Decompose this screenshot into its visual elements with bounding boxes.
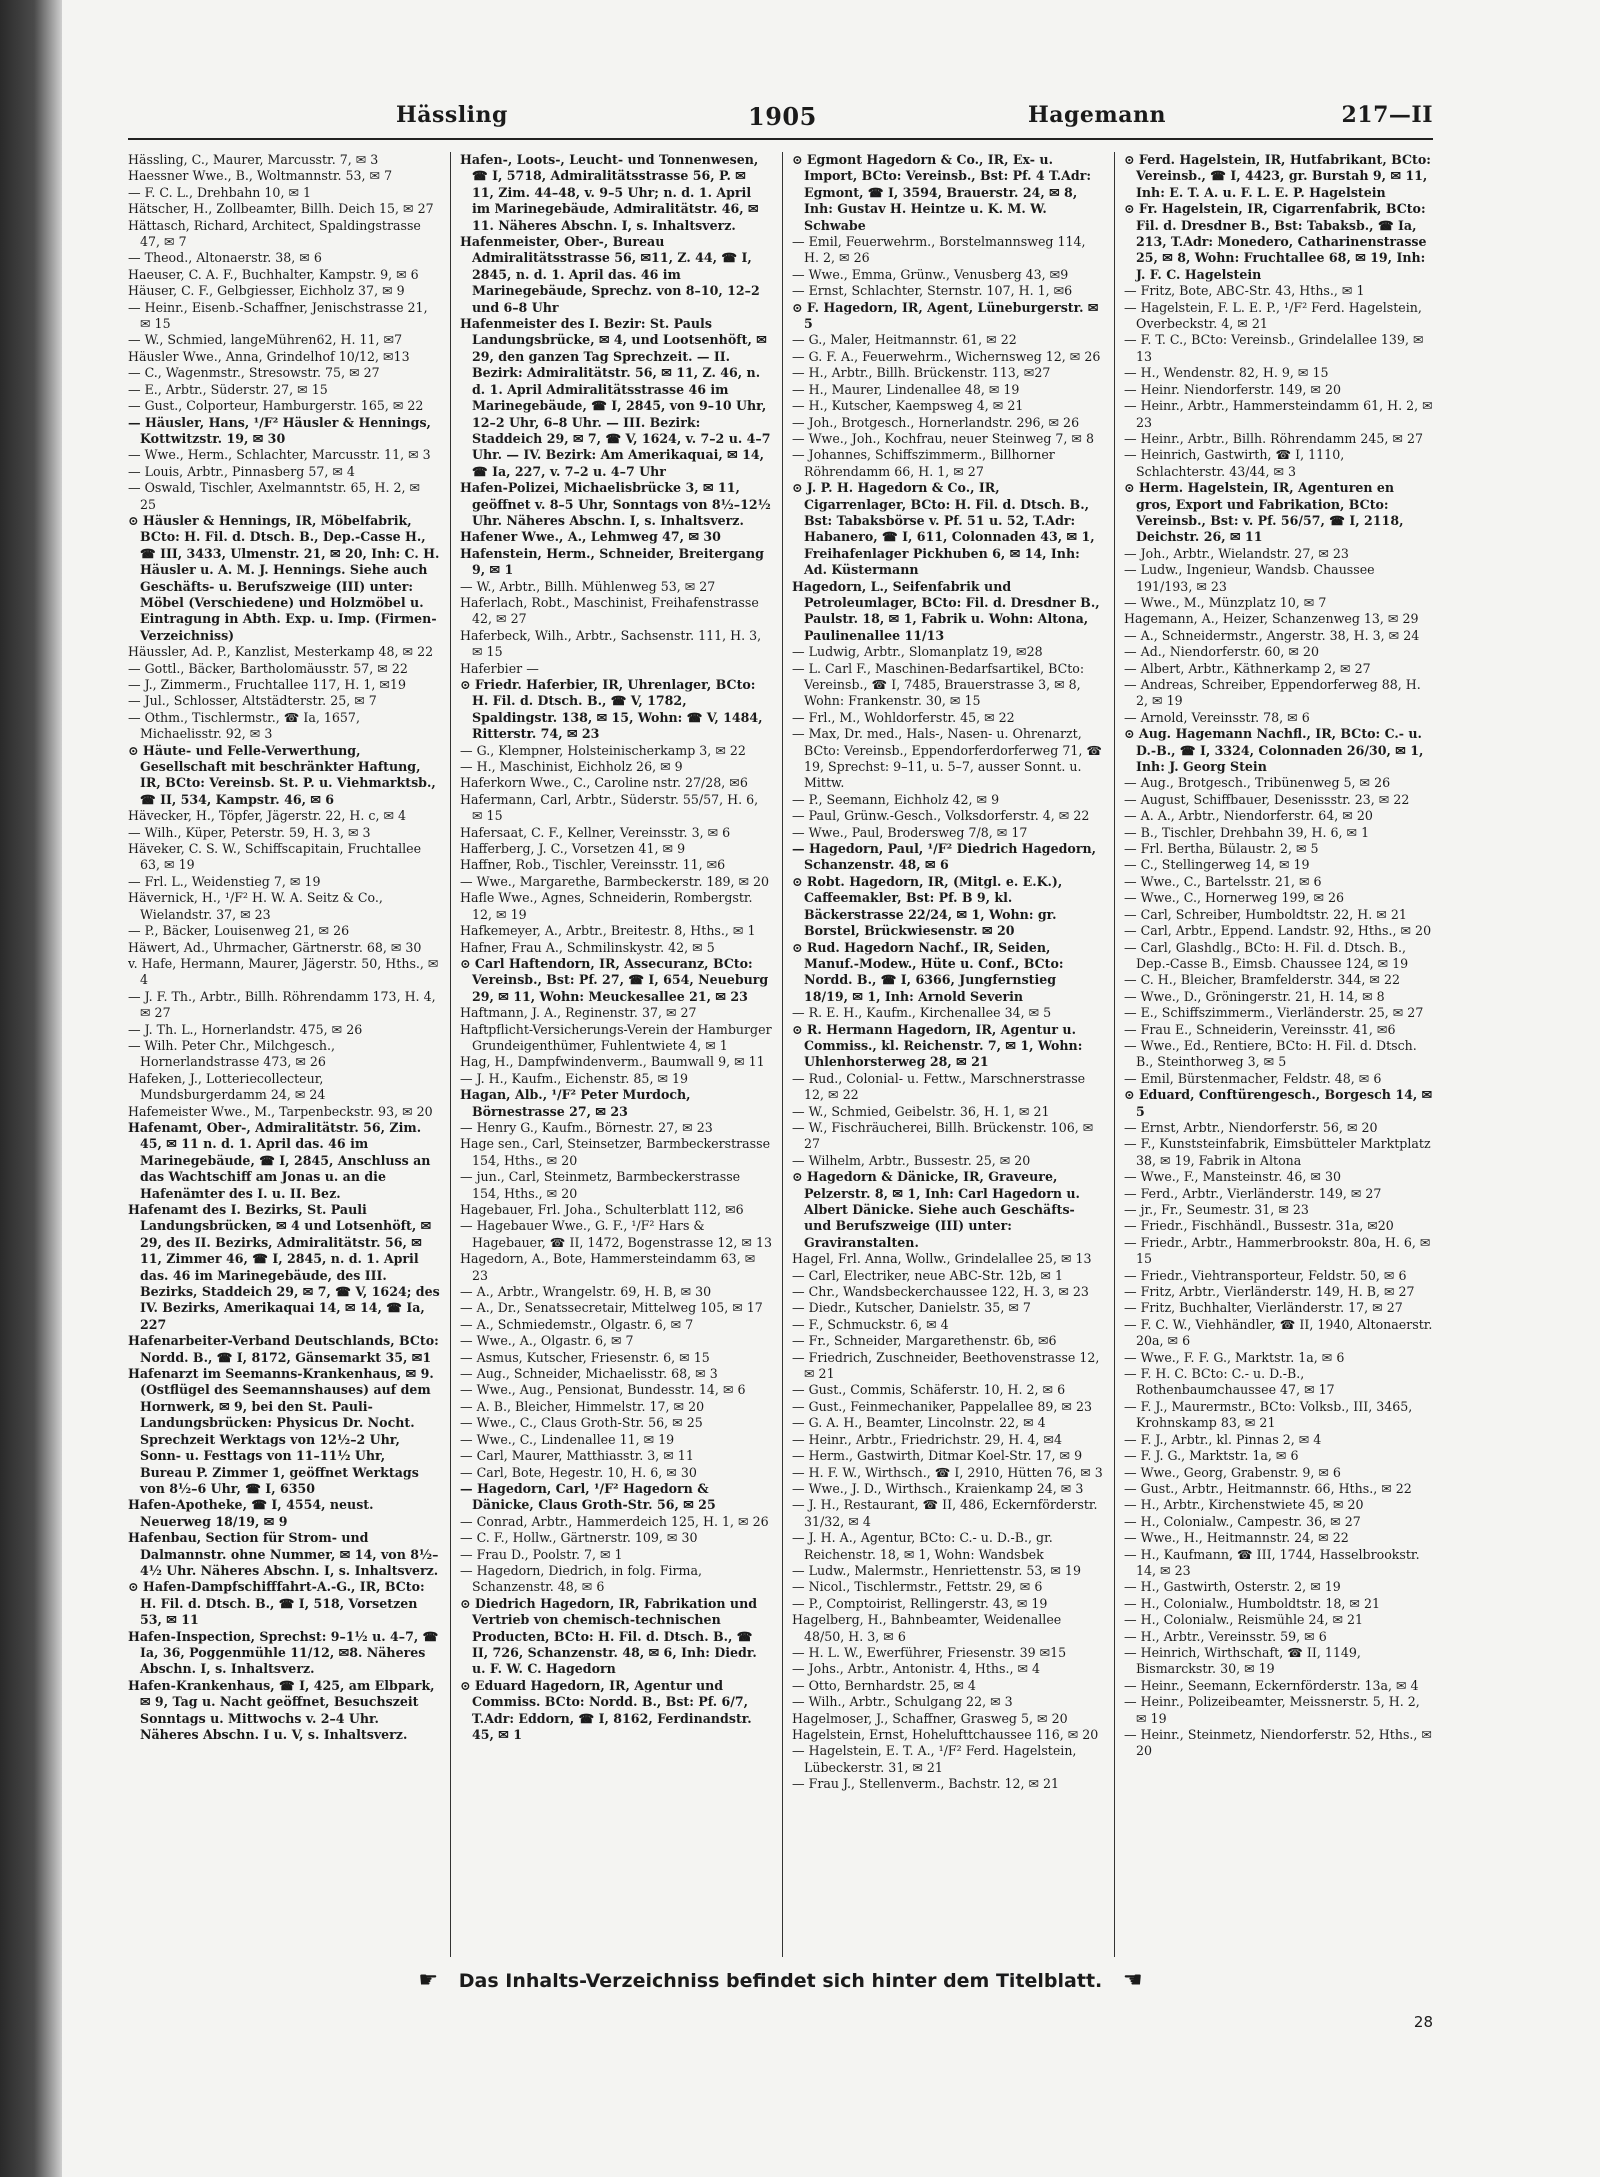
directory-entry: — Wwe., Herm., Schlachter, Marcusstr. 11, ✉ 3	[128, 447, 431, 463]
directory-entry: Hätscher, H., Zollbeamter, Billh. Deich 15, ✉ 27	[128, 201, 434, 217]
directory-entry: — Herm., Gastwirth, Ditmar Koel-Str. 17, ✉ 9	[792, 1448, 1083, 1464]
directory-entry: — Paul, Grünw.-Gesch., Volksdorferstr. 4, ✉ 22	[792, 808, 1090, 824]
directory-entry: ⊙ Friedr. Haferbier, IR, Uhrenlager, BCto: H. Fil. d. Dtsch. B., ☎ V, 1782, Spaldingstr. 138, ✉ 15, Wohn: ☎ V, 1484, Ritterstr. 74, ✉ 23	[460, 677, 763, 742]
directory-entry: — Wwe., C., Claus Groth-Str. 56, ✉ 25	[460, 1415, 703, 1431]
directory-entry: — Ferd., Arbtr., Vierländerstr. 149, ✉ 27	[1124, 1185, 1382, 1201]
directory-entry: Hafenamt des I. Bezirks, St. Pauli Landungsbrücken, ✉ 4 und Lotsenhöft, ✉ 29, des II. Bezirks, Admiralitätstr. 56, ✉ 11, Zimmer 46, ☎ I, 2845, n. d. 1. April das. 46 im Marinegebäude, des III. Bezirks, Staddeich 29, ✉ 7, ☎ V, 1624; des IV. Bezirks, Amerikaquai 14, ✉ 14, ☎ Ia, 227	[128, 1202, 440, 1332]
directory-entry: — A., Arbtr., Wrangelstr. 69, H. B, ✉ 30	[460, 1284, 712, 1300]
directory-entry: — Frau E., Schneiderin, Vereinsstr. 41, ✉6	[1124, 1021, 1396, 1037]
directory-entry: — Fritz, Bote, ABC-Str. 43, Hths., ✉ 1	[1124, 283, 1365, 299]
directory-entry: — Wwe., H., Heitmannstr. 24, ✉ 22	[1124, 1530, 1349, 1546]
directory-entry: — Wwe., D., Gröningerstr. 21, H. 14, ✉ 8	[1124, 988, 1385, 1004]
directory-entry: Hättasch, Richard, Architect, Spaldingstrasse 47, ✉ 7	[128, 217, 421, 250]
directory-entry: — August, Schiffbauer, Desenissstr. 23, ✉ 22	[1124, 791, 1410, 807]
directory-entry: — Theod., Altonaerstr. 38, ✉ 6	[128, 250, 322, 266]
directory-entry: — Hagedorn, Carl, ¹/F² Hagedorn & Dänicke, Claus Groth-Str. 56, ✉ 25	[460, 1480, 716, 1513]
directory-entry: Hafen-Krankenhaus, ☎ I, 425, am Elbpark, ✉ 9, Tag u. Nacht geöffnet, Besuchszeit Sonntags u. Mittwochs v. 2–4 Uhr. Näheres Abschn. I u. V, s. Inhaltsverz.	[128, 1677, 435, 1742]
directory-entry: — W., Arbtr., Billh. Mühlenweg 53, ✉ 27	[460, 578, 716, 594]
directory-entry: — Hagedorn, Diedrich, in folg. Firma, Schanzenstr. 48, ✉ 6	[460, 1562, 702, 1595]
directory-entry: Hafen-Inspection, Sprechst: 9–1½ u. 4–7, ☎ Ia, 36, Poggenmühle 11/12, ✉8. Näheres Abschn. I, s. Inhaltsverz.	[128, 1628, 439, 1677]
directory-entry: — Aug., Brotgesch., Tribünenweg 5, ✉ 26	[1124, 775, 1391, 791]
directory-entry: Hafenarzt im Seemanns-Krankenhaus, ✉ 9. (Ostflügel des Seemannshauses) auf dem Hornwerk, ✉ 9, bei den St. Pauli-Landungsbrücken: Physicus Dr. Nocht. Sprechzeit Werktags von 12½–2 Uhr, Sonn- u. Festtags von 11–11½ Uhr, Bureau P. Zimmer 1, geöffnet Werktags von 8½–6 Uhr, ☎ I, 6350	[128, 1366, 434, 1496]
directory-entry: — Fritz, Arbtr., Vierländerstr. 149, H. B, ✉ 27	[1124, 1284, 1415, 1300]
directory-entry: — H., Colonialw., Campestr. 36, ✉ 27	[1124, 1513, 1361, 1529]
directory-entry: — J. H. A., Agentur, BCto: C.- u. D.-B., gr. Reichenstr. 18, ✉ 1, Wohn: Wandsbek	[792, 1530, 1053, 1562]
directory-entry: — H. F. W., Wirthsch., ☎ I, 2910, Hütten 76, ✉ 3	[792, 1464, 1103, 1480]
directory-entry: — Albert, Arbtr., Käthnerkamp 2, ✉ 27	[1124, 660, 1371, 676]
directory-entry: — F. T. C., BCto: Vereinsb., Grindelallee 139, ✉ 13	[1124, 332, 1424, 364]
directory-entry: — H., Colonialw., Humboldtstr. 18, ✉ 21	[1124, 1595, 1380, 1611]
directory-entry: — C. F., Hollw., Gärtnerstr. 109, ✉ 30	[460, 1530, 698, 1546]
directory-entry: — Frau J., Stellenverm., Bachstr. 12, ✉ 21	[792, 1776, 1060, 1792]
directory-entry: Hafenmeister, Ober-, Bureau Admiralitätsstrasse 56, ✉11, Z. 44, ☎ I, 2845, n. d. 1. April das. 46 im Marinegebäude, Sprechz. von 8–10, 12–2 und 6–8 Uhr	[460, 234, 760, 315]
directory-entry: — Frl. Bertha, Bülaustr. 2, ✉ 5	[1124, 841, 1319, 857]
directory-entry: Hafenamt, Ober-, Admiralitätstr. 56, Zim. 45, ✉ 11 n. d. 1. April das. 46 im Marinegebäude, ☎ I, 2845, Anschluss an das Wachtschiff am Jonas u. an die Hafenämter des I. u. II. Bez.	[128, 1119, 431, 1201]
directory-entry: — F. J. G., Marktstr. 1a, ✉ 6	[1124, 1448, 1299, 1464]
directory-entry: — Wwe., F. F. G., Marktstr. 1a, ✉ 6	[1124, 1349, 1345, 1365]
directory-entry: Häussler, Ad. P., Kanzlist, Mesterkamp 48, ✉ 22	[128, 644, 434, 660]
directory-entry: — F., Schmuckstr. 6, ✉ 4	[792, 1316, 949, 1332]
directory-entry: Hagan, Alb., ¹/F² Peter Murdoch, Börnestrasse 27, ✉ 23	[460, 1087, 691, 1119]
directory-entry: — H. L. W., Ewerführer, Friesenstr. 39 ✉15	[792, 1644, 1067, 1660]
directory-entry: Hafen-Polizei, Michaelisbrücke 3, ✉ 11, geöffnet v. 8–5 Uhr, Sonntags von 8½–12½ Uhr. Näheres Abschn. I, s. Inhaltsverz.	[460, 480, 771, 528]
directory-page	[128, 98, 1433, 2053]
directory-entry: Hafener Wwe., A., Lehmweg 47, ✉ 30	[460, 529, 721, 545]
column-3	[792, 152, 1104, 1957]
directory-entry: — Hagebauer Wwe., G. F., ¹/F² Hars & Hagebauer, ☎ II, 1472, Bogenstrasse 12, ✉ 13	[460, 1218, 772, 1250]
header-page-number: 217—II	[1341, 102, 1433, 128]
directory-entry: ⊙ Ferd. Hagelstein, IR, Hutfabrikant, BCto: Vereinsb., ☎ I, 4423, gr. Burstah 9, ✉ 11, Inh: E. T. A. u. F. L. E. P. Hagelstein	[1124, 152, 1431, 200]
directory-entry: — Wilh. Peter Chr., Milchgesch., Hornerlandstrasse 473, ✉ 26	[128, 1037, 336, 1070]
directory-entry: — Wilh., Arbtr., Schulgang 22, ✉ 3	[792, 1694, 1013, 1710]
directory-entry: — J. F. Th., Arbtr., Billh. Röhrendamm 173, H. 4, ✉ 27	[128, 988, 436, 1021]
directory-entry: — Wwe., Emma, Grünw., Venusberg 43, ✉9	[792, 266, 1069, 282]
directory-entry: — Frl., M., Wohldorferstr. 45, ✉ 22	[792, 709, 1015, 725]
book-binding-edge	[0, 0, 62, 2177]
directory-entry: — Fritz, Buchhalter, Vierländerstr. 17, ✉ 27	[1124, 1300, 1403, 1316]
pointing-hand-icon: ☚	[1122, 1968, 1143, 1993]
directory-entry: — Heinr., Arbtr., Friedrichstr. 29, H. 4, ✉4	[792, 1431, 1062, 1447]
directory-entry: — F. J., Arbtr., kl. Pinnas 2, ✉ 4	[1124, 1431, 1322, 1447]
directory-entry: — Heinr., Arbtr., Billh. Röhrendamm 245, ✉ 27	[1124, 430, 1423, 446]
directory-entry: — Ad., Niendorferstr. 60, ✉ 20	[1124, 644, 1319, 660]
directory-entry: — Friedr., Arbtr., Hammerbrookstr. 80a, H. 6, ✉ 15	[1124, 1234, 1431, 1267]
directory-entry: Hafenstein, Herm., Schneider, Breitergang 9, ✉ 1	[460, 545, 764, 578]
page-header	[128, 98, 1433, 140]
directory-entry: Hagebauer, Frl. Joha., Schulterblatt 112, ✉6	[460, 1202, 744, 1217]
directory-entry: Hag, H., Dampfwindenverm., Baumwall 9, ✉ 11	[460, 1054, 765, 1070]
directory-entry: ⊙ R. Hermann Hagedorn, IR, Agentur u. Commiss., kl. Reichenstr. 7, ✉ 1, Wohn: Uhlenhorsterweg 28, ✉ 21	[792, 1021, 1083, 1070]
directory-entry: ⊙ Eduard Hagedorn, IR, Agentur und Commiss. BCto: Nordd. B., Bst: Pf. 6/7, T.Adr: Eddorn, ☎ I, 8162, Ferdinandstr. 45, ✉ 1	[460, 1677, 752, 1742]
directory-entry: Häusler Wwe., Anna, Grindelhof 10/12, ✉13	[128, 348, 410, 364]
directory-entry: — P., Bäcker, Louisenweg 21, ✉ 26	[128, 923, 350, 939]
directory-entry: — H., Maurer, Lindenallee 48, ✉ 19	[792, 381, 1020, 397]
directory-entry: ⊙ Häusler & Hennings, IR, Möbelfabrik, BCto: H. Fil. d. Dtsch. B., Dep.-Casse H., ☎ III, 3433, Ulmenstr. 21, ✉ 20, Inh: C. H. Häusler u. A. M. J. Hennings. Siehe auch Geschäfts- u. Berufszweige (III) unter: Möbel (Verschiedene) und Holzmöbel u. Eintragung in Abth. Exp. u. Imp. (Firmen-Verzeichniss)	[128, 512, 440, 643]
directory-entry: Hafenbau, Section für Strom- und Dalmannstr. ohne Nummer, ✉ 14, von 8½–4½ Uhr. Näheres Abschn. I, s. Inhaltsverz.	[128, 1530, 439, 1578]
directory-entry: — P., Seemann, Eichholz 42, ✉ 9	[792, 791, 1000, 807]
directory-entry: — G. A. H., Beamter, Lincolnstr. 22, ✉ 4	[792, 1415, 1046, 1431]
directory-entry: — Carl, Bote, Hegestr. 10, H. 6, ✉ 30	[460, 1464, 697, 1480]
directory-entry: Hafferberg, J. C., Vorsetzen 41, ✉ 9	[460, 841, 686, 857]
directory-entry: Haffner, Rob., Tischler, Vereinsstr. 11, ✉6	[460, 857, 726, 873]
directory-entry: — Gottl., Bäcker, Bartholomäusstr. 57, ✉ 22	[128, 660, 408, 676]
directory-entry: — Heinr., Arbtr., Hammersteindamm 61, H. 2, ✉ 23	[1124, 398, 1433, 430]
column-2	[460, 152, 772, 1957]
directory-entry: — J. Th. L., Hornerlandstr. 475, ✉ 26	[128, 1021, 363, 1037]
directory-entry: — L. Carl F., Maschinen-Bedarfsartikel, BCto: Vereinsb., ☎ I, 7485, Brauerstrasse 3, ✉ 8, Wohn: Frankenstr. 30, ✉ 15	[792, 660, 1085, 709]
directory-entry: — Friedr., Viehtransporteur, Feldstr. 50, ✉ 6	[1124, 1267, 1407, 1283]
sheet-number: 28	[1413, 2013, 1433, 2031]
directory-entry: — Wwe., Margarethe, Barmbeckerstr. 189, ✉ 20	[460, 873, 770, 889]
index-notice-text: Das Inhalts-Verzeichniss befindet sich hinter dem Titelblatt.	[458, 1970, 1103, 1992]
directory-entry: — Carl, Arbtr., Eppend. Landstr. 92, Hths., ✉ 20	[1124, 923, 1432, 939]
directory-entry: — E., Arbtr., Süderstr. 27, ✉ 15	[128, 381, 328, 397]
directory-entry: — Wwe., A., Olgastr. 6, ✉ 7	[460, 1333, 634, 1349]
directory-entry: — F. C. W., Viehhändler, ☎ II, 1940, Altonaerstr. 20a, ✉ 6	[1124, 1316, 1433, 1349]
directory-entry: ⊙ Häute- und Felle-Verwerthung, Gesellschaft mit beschränkter Haftung, IR, BCto: Vereinsb. St. P. u. Viehmarktsb., ☎ II, 534, Kampstr. 46, ✉ 6	[128, 742, 436, 807]
directory-entry: — C., Wagenmstr., Stresowstr. 75, ✉ 27	[128, 365, 380, 381]
directory-entry: — A., Dr., Senatssecretair, Mittelweg 105, ✉ 17	[460, 1300, 763, 1316]
directory-entry: ⊙ J. P. H. Hagedorn & Co., IR, Cigarrenlager, BCto: H. Fil. d. Dtsch. B., Bst: Tabaksbörse v. Pf. 51 u. 52, T.Adr: Habanero, ☎ I, 611, Colonnaden 43, ✉ 1, Freihafenlager Pickhuben 6, ✉ 14, Inh: Ad. Küstermann	[792, 480, 1095, 578]
directory-entry: — Nicol., Tischlermstr., Fettstr. 29, ✉ 6	[792, 1579, 1043, 1595]
directory-entry: — Hagelstein, F. L. E. P., ¹/F² Ferd. Hagelstein, Overbeckstr. 4, ✉ 21	[1124, 299, 1422, 332]
directory-entry: — Hagelstein, E. T. A., ¹/F² Ferd. Hagelstein, Lübeckerstr. 31, ✉ 21	[792, 1743, 1077, 1775]
directory-entry: — Wwe., Paul, Brodersweg 7/8, ✉ 17	[792, 824, 1028, 840]
directory-entry: Hagelmoser, J., Schaffner, Grasweg 5, ✉ 20	[792, 1710, 1068, 1726]
directory-entry: — Diedr., Kutscher, Danielstr. 35, ✉ 7	[792, 1300, 1031, 1316]
directory-entry: — Aug., Schneider, Michaelisstr. 68, ✉ 3	[460, 1366, 718, 1382]
directory-entry: — Heinr., Steinmetz, Niendorferstr. 52, Hths., ✉ 20	[1124, 1727, 1432, 1759]
directory-entry: — Arnold, Vereinsstr. 78, ✉ 6	[1124, 709, 1310, 725]
column-4	[1124, 152, 1433, 1957]
directory-entry: — Othm., Tischlermstr., ☎ Ia, 1657, Michaelisstr. 92, ✉ 3	[128, 709, 360, 742]
directory-entry: — Wwe., Georg, Grabenstr. 9, ✉ 6	[1124, 1464, 1341, 1480]
directory-entry: ⊙ Egmont Hagedorn & Co., IR, Ex- u. Import, BCto: Vereinsb., Bst: Pf. 4 T.Adr: Egmont, ☎ I, 3594, Brauerstr. 24, ✉ 8, Inh: Gustav H. Heintze u. K. M. W. Schwabe	[792, 152, 1091, 233]
directory-entry: — W., Schmied, langeMühren62, H. 11, ✉7	[128, 332, 403, 348]
directory-entry: — Joh., Arbtr., Wielandstr. 27, ✉ 23	[1124, 545, 1349, 561]
directory-entry: — H., Wendenstr. 82, H. 9, ✉ 15	[1124, 365, 1329, 381]
directory-entry: — R. E. H., Kaufm., Kirchenallee 34, ✉ 5	[792, 1005, 1052, 1021]
directory-entry: Hagel, Frl. Anna, Wollw., Grindelallee 25, ✉ 13	[792, 1251, 1092, 1267]
directory-entry: Hässling, C., Maurer, Marcusstr. 7, ✉ 3	[128, 152, 379, 167]
directory-entry: — G. F. A., Feuerwehrm., Wichernsweg 12, ✉ 26	[792, 348, 1101, 364]
directory-entry: — G., Klempner, Holsteinischerkamp 3, ✉ 22	[460, 742, 746, 758]
directory-entry: — A. B., Bleicher, Himmelstr. 17, ✉ 20	[460, 1398, 705, 1414]
directory-entry: — Wwe., C., Lindenallee 11, ✉ 19	[460, 1431, 675, 1447]
directory-entry: — A., Schneidermstr., Angerstr. 38, H. 3, ✉ 24	[1124, 627, 1420, 643]
directory-entry: v. Hafe, Hermann, Maurer, Jägerstr. 50, Hths., ✉ 4	[128, 955, 439, 988]
directory-entry: Haferbier —	[460, 660, 539, 676]
directory-entry: ⊙ F. Hagedorn, IR, Agent, Lüneburgerstr. ✉ 5	[792, 299, 1099, 332]
directory-entry: — Carl, Maurer, Matthiasstr. 3, ✉ 11	[460, 1448, 694, 1464]
directory-entry: ⊙ Aug. Hagemann Nachfl., IR, BCto: C.- u. D.-B., ☎ I, 3324, Colonnaden 26/30, ✉ 1, Inh: J. Georg Stein	[1124, 726, 1424, 775]
column-1	[128, 152, 440, 1957]
directory-entry: — H., Kaufmann, ☎ III, 1744, Hasselbrookstr. 14, ✉ 23	[1124, 1546, 1420, 1578]
directory-entry: — H., Maschinist, Eichholz 26, ✉ 9	[460, 759, 683, 775]
directory-entry: — J. H., Kaufm., Eichenstr. 85, ✉ 19	[460, 1070, 689, 1086]
directory-entry: — Heinr., Seemann, Eckernförderstr. 13a, ✉ 4	[1124, 1677, 1419, 1693]
directory-entry: — Wilhelm, Arbtr., Bussestr. 25, ✉ 20	[792, 1152, 1031, 1168]
directory-entry: Hage sen., Carl, Steinsetzer, Barmbeckerstrasse 154, Hths., ✉ 20	[460, 1136, 771, 1168]
directory-entry: — Wwe., C., Bartelsstr. 21, ✉ 6	[1124, 873, 1322, 889]
directory-entry: Hagelstein, Ernst, Hohelufttchaussee 116, ✉ 20	[792, 1727, 1099, 1742]
directory-entry: Hagedorn, L., Seifenfabrik und Petroleumlager, BCto: Fil. d. Dresdner B., Paulstr. 18, ✉ 1, Fabrik u. Wohn: Altona, Paulinenallee 11/13	[792, 578, 1100, 643]
directory-entry: — Gust., Feinmechaniker, Pappelallee 89, ✉ 23	[792, 1398, 1092, 1414]
directory-entry: — E., Schiffszimmerm., Vierländerstr. 25, ✉ 27	[1124, 1005, 1424, 1021]
column-divider	[450, 152, 451, 1957]
directory-entry: — A., Schmiedemstr., Olgastr. 6, ✉ 7	[460, 1316, 694, 1332]
directory-entry: Hävecker, H., Töpfer, Jägerstr. 22, H. c, ✉ 4	[128, 808, 407, 824]
directory-entry: — F. J., Maurermstr., BCto: Volksb., III, 3465, Krohnskamp 83, ✉ 21	[1124, 1398, 1413, 1431]
directory-entry: — W., Schmied, Geibelstr. 36, H. 1, ✉ 21	[792, 1103, 1050, 1119]
directory-entry: — W., Fischräucherei, Billh. Brückenstr. 106, ✉ 27	[792, 1119, 1094, 1152]
directory-entry: Häwert, Ad., Uhrmacher, Gärtnerstr. 68, ✉ 30	[128, 939, 422, 955]
directory-entry: — Otto, Bernhardstr. 25, ✉ 4	[792, 1677, 976, 1693]
directory-entry: ⊙ Eduard, Conftürengesch., Borgesch 14, ✉ 5	[1124, 1087, 1433, 1119]
directory-entry: — Joh., Brotgesch., Hornerlandstr. 296, ✉ 26	[792, 414, 1080, 430]
directory-entry: — Chr., Wandsbeckerchaussee 122, H. 3, ✉ 23	[792, 1284, 1089, 1300]
directory-entry: — Ernst, Arbtr., Niendorferstr. 56, ✉ 20	[1124, 1119, 1378, 1135]
directory-entry: Hafenarbeiter-Verband Deutschlands, BCto: Nordd. B., ☎ I, 8172, Gänsemarkt 35, ✉1	[128, 1333, 439, 1365]
directory-entry: — Wwe., C., Hornerweg 199, ✉ 26	[1124, 890, 1345, 906]
directory-entry: Hagemann, A., Heizer, Schanzenweg 13, ✉ 29	[1124, 611, 1419, 627]
directory-entry: — jr., Fr., Seumestr. 31, ✉ 23	[1124, 1202, 1309, 1217]
directory-entry: — C., Stellingerweg 14, ✉ 19	[1124, 857, 1310, 873]
directory-entry: — Heinr., Eisenb.-Schaffner, Jenischstrasse 21, ✉ 15	[128, 299, 428, 332]
directory-entry: — Friedr., Fischhändl., Bussestr. 31a, ✉20	[1124, 1218, 1394, 1234]
directory-entry: Hafle Wwe., Agnes, Schneiderin, Rombergstr. 12, ✉ 19	[460, 890, 753, 922]
directory-entry: — Jul., Schlosser, Altstädterstr. 25, ✉ 7	[128, 693, 377, 709]
directory-entry: — Henry G., Kaufm., Börnestr. 27, ✉ 23	[460, 1119, 713, 1135]
directory-entry: — Johs., Arbtr., Antonistr. 4, Hths., ✉ 4	[792, 1661, 1041, 1677]
directory-entry: — J., Zimmerm., Fruchtallee 117, H. 1, ✉19	[128, 677, 406, 692]
directory-entry: — G., Maler, Heitmannstr. 61, ✉ 22	[792, 332, 1017, 348]
header-right-keyword: Hagemann	[1028, 102, 1166, 128]
directory-entry: — A. A., Arbtr., Niendorferstr. 64, ✉ 20	[1124, 808, 1373, 824]
directory-entry: — Fr., Schneider, Margarethenstr. 6b, ✉6	[792, 1333, 1057, 1349]
directory-entry: — B., Tischler, Drehbahn 39, H. 6, ✉ 1	[1124, 824, 1370, 840]
directory-entry: — Ludw., Malermstr., Henriettenstr. 53, ✉ 19	[792, 1562, 1081, 1578]
directory-entry: ⊙ Herm. Hagelstein, IR, Agenturen en gros, Export und Fabrikation, BCto: Vereinsb., Bst: v. Pf. 56/57, ☎ I, 2118, Deichstr. 26, ✉ 11	[1124, 480, 1404, 545]
directory-entry: ⊙ Diedrich Hagedorn, IR, Fabrikation und Vertrieb von chemisch-technischen Producten, BCto: H. Fil. d. Dtsch. B., ☎ II, 726, Schanzenstr. 48, ✉ 6, Inh: Diedr. u. F. W. C. Hagedorn	[460, 1595, 758, 1677]
directory-entry: — Wilh., Küper, Peterstr. 59, H. 3, ✉ 3	[128, 824, 371, 840]
directory-entry: — H., Arbtr., Kirchenstwiete 45, ✉ 20	[1124, 1497, 1364, 1513]
directory-entry: Haessner Wwe., B., Woltmannstr. 53, ✉ 7	[128, 168, 393, 184]
directory-entry: — Heinr. Niendorferstr. 149, ✉ 20	[1124, 381, 1342, 397]
column-divider	[782, 152, 783, 1957]
directory-entry: — Häusler, Hans, ¹/F² Häusler & Hennings, Kottwitzstr. 19, ✉ 30	[128, 414, 431, 446]
directory-entry: — Wwe., F., Mansteinstr. 46, ✉ 30	[1124, 1169, 1341, 1185]
directory-entry: Hafner, Frau A., Schmilinskystr. 42, ✉ 5	[460, 939, 715, 955]
directory-entry: Hafkemeyer, A., Arbtr., Breitestr. 8, Hths., ✉ 1	[460, 923, 756, 939]
directory-entry: Hafen-, Loots-, Leucht- und Tonnenwesen, ☎ I, 5718, Admiralitätsstrasse 56, P. ✉ 11, Zim. 44–48, v. 9–5 Uhr; n. d. 1. April im Marinegebäude, Admiralitätstr. 46, ✉ 11. Näheres Abschn. I, s. Inhaltsverz.	[460, 152, 759, 233]
header-left-keyword: Hässling	[396, 102, 508, 128]
directory-entry: — Max, Dr. med., Hals-, Nasen- u. Ohrenarzt, BCto: Vereinsb., Eppendorferdorferweg 71, ☎ 19, Sprechst: 9–11, u. 5–7, ausser Sonnt. u. Mittw.	[792, 726, 1103, 791]
directory-entry: Hafenmeister des I. Bezir: St. Pauls Landungsbrücke, ✉ 4, und Lootsenhöft, ✉ 29, den ganzen Tag Sprechzeit. — II. Bezirk: Admiralitätstr. 56, ✉ 11, Z. 46, n. d. 1. April Admiralitätsstrasse 46 im Marinegebäude, ☎ I, 2845, von 9–10 Uhr, 12–2 Uhr, 6–8 Uhr. — III. Bezirk: Staddeich 29, ✉ 7, ☎ V, 1624, v. 7–2 u. 4–7 Uhr. — IV. Bezirk: Am Amerikaquai, ✉ 14, ☎ Ia, 227, v. 7–2 u. 4–7 Uhr	[460, 316, 771, 479]
directory-entry: — Carl, Schreiber, Humboldtstr. 22, H. ✉ 21	[1124, 906, 1407, 922]
directory-entry: — Asmus, Kutscher, Friesenstr. 6, ✉ 15	[460, 1349, 710, 1365]
directory-entry: ⊙ Rud. Hagedorn Nachf., IR, Seiden, Manuf.-Modew., Hüte u. Conf., BCto: Nordd. B., ☎ I, 6366, Jungfernstieg 18/19, ✉ 1, Inh: Arnold Severin	[792, 939, 1064, 1004]
directory-entry: — C. H., Bleicher, Bramfelderstr. 344, ✉ 22	[1124, 972, 1400, 988]
directory-entry: — Wwe., Ed., Rentiere, BCto: H. Fil. d. Dtsch. B., Steinthorweg 3, ✉ 5	[1124, 1037, 1417, 1070]
directory-entry: — Hagedorn, Paul, ¹/F² Diedrich Hagedorn, Schanzenstr. 48, ✉ 6	[792, 841, 1096, 873]
directory-entry: — Carl, Electriker, neue ABC-Str. 12b, ✉ 1	[792, 1267, 1063, 1283]
directory-entry: ⊙ Carl Haftendorn, IR, Assecuranz, BCto: Vereinsb., Bst: Pf. 27, ☎ I, 654, Neueburg 29, ✉ 11, Wohn: Meuckesallee 21, ✉ 23	[460, 955, 769, 1004]
directory-entry: — Heinrich, Gastwirth, ☎ I, 1110, Schlachterstr. 43/44, ✉ 3	[1124, 447, 1345, 479]
directory-entry: — Friedrich, Zuschneider, Beethovenstrasse 12, ✉ 21	[792, 1349, 1100, 1382]
directory-entry: ⊙ Robt. Hagedorn, IR, (Mitgl. e. E.K.), Caffeemakler, Bst: Pf. B 9, kl. Bäckerstrasse 22/24, ✉ 1, Wohn: gr. Borstel, Brückwiesenstr. ✉ 20	[792, 873, 1063, 939]
directory-entry: — F. H. C. BCto: C.- u. D.-B., Rothenbaumchaussee 47, ✉ 17	[1124, 1366, 1335, 1398]
directory-entry: — jun., Carl, Steinmetz, Barmbeckerstrasse 154, Hths., ✉ 20	[460, 1169, 741, 1201]
directory-entry: Haferkorn Wwe., C., Caroline nstr. 27/28, ✉6	[460, 775, 748, 791]
directory-entry: — H., Arbtr., Billh. Brückenstr. 113, ✉27	[792, 365, 1051, 381]
directory-entry: Häuser, C. F., Gelbgiesser, Eichholz 37, ✉ 9	[128, 283, 405, 299]
directory-entry: — F., Kunststeinfabrik, Eimsbütteler Marktplatz 38, ✉ 19, Fabrik in Altona	[1124, 1136, 1431, 1168]
directory-entry: — P., Comptoirist, Rellingerstr. 43, ✉ 19	[792, 1595, 1048, 1611]
header-year: 1905	[748, 102, 817, 131]
directory-entry: — Wwe., Aug., Pensionat, Bundesstr. 14, ✉ 6	[460, 1382, 746, 1398]
directory-entry: — Andreas, Schreiber, Eppendorferweg 88, H. 2, ✉ 19	[1124, 677, 1421, 709]
column-divider	[1114, 152, 1115, 1957]
directory-entry: ⊙ Hafen-Dampfschifffahrt-A.-G., IR, BCto: H. Fil. d. Dtsch. B., ☎ I, 518, Vorsetzen 53, ✉ 11	[128, 1579, 425, 1628]
directory-entry: Haftmann, J. A., Reginenstr. 37, ✉ 27	[460, 1005, 697, 1021]
directory-entry: — Frau D., Poolstr. 7, ✉ 1	[460, 1546, 623, 1562]
directory-entry: — Oswald, Tischler, Axelmanntstr. 65, H. 2, ✉ 25	[128, 480, 421, 512]
directory-entry: Häveker, C. S. W., Schiffscapitain, Fruchtallee 63, ✉ 19	[128, 841, 422, 873]
directory-entry: — H., Colonialw., Reismühle 24, ✉ 21	[1124, 1612, 1364, 1628]
directory-entry: — Gust., Colporteur, Hamburgerstr. 165, ✉ 22	[128, 398, 424, 414]
directory-entry: Hafeken, J., Lotteriecollecteur, Mundsburgerdamm 24, ✉ 24	[128, 1070, 326, 1103]
directory-entry: — Emil, Feuerwehrm., Borstelmannsweg 114, H. 2, ✉ 26	[792, 234, 1086, 266]
directory-entry: Hafen-Apotheke, ☎ I, 4554, neust. Neuerweg 18/19, ✉ 9	[128, 1497, 374, 1529]
directory-entry: — Gust., Commis, Schäferstr. 10, H. 2, ✉ 6	[792, 1382, 1066, 1398]
directory-entry: Hagelberg, H., Bahnbeamter, Weidenallee 48/50, H. 3, ✉ 6	[792, 1612, 1062, 1644]
directory-entry: Hävernick, H., ¹/F² H. W. A. Seitz & Co., Wielandstr. 37, ✉ 23	[128, 890, 383, 922]
directory-entry: — Gust., Arbtr., Heitmannstr. 66, Hths., ✉ 22	[1124, 1480, 1412, 1496]
directory-entry: — Heinrich, Wirthschaft, ☎ II, 1149, Bismarckstr. 30, ✉ 19	[1124, 1644, 1361, 1677]
directory-entry: — Conrad, Arbtr., Hammerdeich 125, H. 1, ✉ 26	[460, 1513, 769, 1529]
directory-entry: — H., Kutscher, Kaempsweg 4, ✉ 21	[792, 398, 1024, 414]
directory-entry: Haftpflicht-Versicherungs-Verein der Hamburger Grundeigenthümer, Fuhlentwiete 4, ✉ 1	[460, 1021, 772, 1053]
directory-entry: — H., Arbtr., Vereinsstr. 59, ✉ 6	[1124, 1628, 1327, 1644]
directory-entry: — Emil, Bürstenmacher, Feldstr. 48, ✉ 6	[1124, 1070, 1382, 1086]
directory-entry: Hafersaat, C. F., Kellner, Vereinsstr. 3, ✉ 6	[460, 824, 731, 840]
directory-entry: Haferlach, Robt., Maschinist, Freihafenstrasse 42, ✉ 27	[460, 594, 759, 627]
directory-entry: Haferbeck, Wilh., Arbtr., Sachsenstr. 111, H. 3, ✉ 15	[460, 627, 762, 660]
directory-entry: — Heinr., Polizeibeamter, Meissnerstr. 5, H. 2, ✉ 19	[1124, 1694, 1420, 1726]
directory-entry: — Louis, Arbtr., Pinnasberg 57, ✉ 4	[128, 463, 355, 479]
directory-entry: ⊙ Hagedorn & Dänicke, IR, Graveure, Pelzerstr. 8, ✉ 1, Inh: Carl Hagedorn u. Albert Dänicke. Siehe auch Geschäfts- und Berufszweige (III) unter: Graviranstalten.	[792, 1169, 1080, 1250]
directory-entry: Hagedorn, A., Bote, Hammersteindamm 63, ✉ 23	[460, 1251, 756, 1283]
directory-entry: — J. H., Restaurant, ☎ II, 486, Eckernförderstr. 31/32, ✉ 4	[792, 1497, 1098, 1529]
directory-entry: — Carl, Glashdlg., BCto: H. Fil. d. Dtsch. B., Dep.-Casse B., Eimsb. Chaussee 124, ✉ 19	[1124, 939, 1409, 971]
directory-entry: — Ernst, Schlachter, Sternstr. 107, H. 1, ✉6	[792, 283, 1073, 299]
directory-entry: Hafemeister Wwe., M., Tarpenbeckstr. 93, ✉ 20	[128, 1103, 433, 1119]
directory-entry: — Ludw., Ingenieur, Wandsb. Chaussee 191/193, ✉ 23	[1124, 562, 1375, 594]
directory-entry: — Frl. L., Weidenstieg 7, ✉ 19	[128, 873, 321, 889]
directory-entry: Hafermann, Carl, Arbtr., Süderstr. 55/57, H. 6, ✉ 15	[460, 791, 759, 824]
directory-entry: — Wwe., M., Münzplatz 10, ✉ 7	[1124, 594, 1327, 610]
directory-entry: — Rud., Colonial- u. Fettw., Marschnerstrasse 12, ✉ 22	[792, 1070, 1086, 1103]
directory-entry: Haeuser, C. A. F., Buchhalter, Kampstr. 9, ✉ 6	[128, 266, 419, 282]
directory-columns	[128, 152, 1433, 1957]
pointing-hand-icon: ☛	[418, 1968, 439, 1993]
directory-entry: — Wwe., J. D., Wirthsch., Kraienkamp 24, ✉ 3	[792, 1480, 1084, 1496]
directory-entry: — Ludwig, Arbtr., Slomanplatz 19, ✉28	[792, 644, 1043, 660]
directory-entry: — Johannes, Schiffszimmerm., Billhorner Röhrendamm 66, H. 1, ✉ 27	[792, 447, 1055, 479]
directory-entry: — Wwe., Joh., Kochfrau, neuer Steinweg 7, ✉ 8	[792, 430, 1094, 446]
directory-entry: ⊙ Fr. Hagelstein, IR, Cigarrenfabrik, BCto: Fil. d. Dresdner B., Bst: Tabaksb., ☎ Ia, 213, T.Adr: Monedero, Catharinenstrasse 25, ✉ 8, Wohn: Fruchtallee 68, ✉ 19, Inh: J. F. C. Hagelstein	[1124, 201, 1427, 282]
directory-entry: — F. C. L., Drehbahn 10, ✉ 1	[128, 184, 312, 200]
index-notice	[128, 1968, 1433, 1993]
directory-entry: — H., Gastwirth, Osterstr. 2, ✉ 19	[1124, 1579, 1341, 1595]
